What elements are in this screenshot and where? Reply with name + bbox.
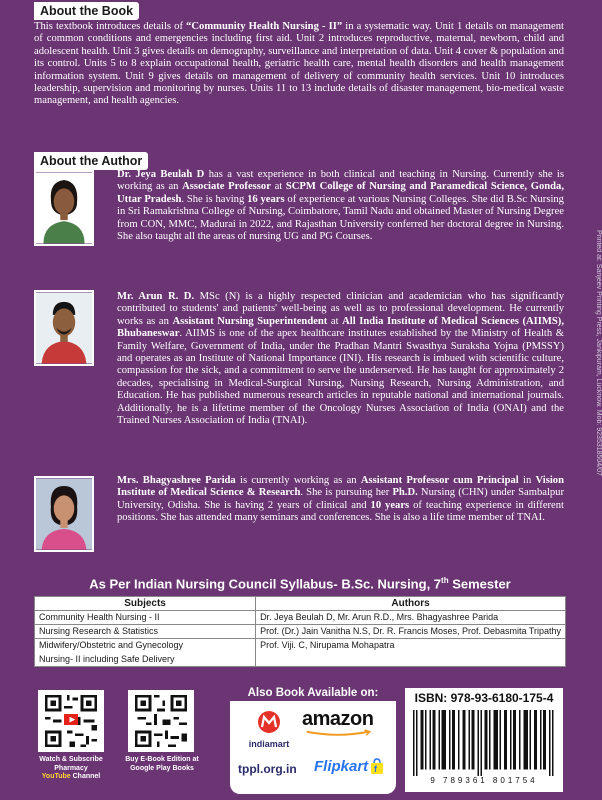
subject-cell: Nursing Research & Statistics [35,625,256,639]
google-play-qr-caption: Buy E-Book Edition at Google Play Books [125,756,199,772]
flipkart-bag-icon [370,759,384,775]
table-header-row [35,597,566,611]
subject-cell: Community Health Nursing - II [35,611,256,625]
authors-cell: Prof. (Dr.) Jain Vanitha N.S, Dr. R. Francis Moses, Prof. Debasmita Tripathy [256,625,566,639]
flipkart-logo[interactable]: Flipkart f [314,758,392,784]
isbn-label: ISBN: 978-93-6180-175-4 [414,691,554,705]
barcode [413,710,555,776]
about-book-text: This textbook introduces details of “Community Health Nursing - II” in a systematic way. Unit 1 details on management of common conditions and emergencies including first aid. Unit 2 introduces reproductive, maternal, newborn, child and adolescent health. Unit 3 gives details on demography, surveillance and interpretation of data. Unit 4 cover & population and its control. Units 5 to 8 explain occupational health, geriatric health care, mental health disorders and health management information system. Unit 9 gives details on management of delivery of community health services. Unit 10 introduces leadership, supervision and monitoring by nurses. Units 11 to 13 include details of disaster management, bio-medical waste management, and health agencies. [34,21,564,107]
isbn-panel [405,688,563,792]
youtube-qr-caption: Watch & Subscribe Pharmacy YouTube Channel [39,756,103,780]
syllabus-line: As Per Indian Nursing Council Syllabus- B.Sc. Nursing, 7th Semester [89,576,511,592]
table-row [35,611,566,625]
google-play-qr-code[interactable] [128,690,194,752]
availability-panel [230,688,396,794]
indiamart-logo[interactable]: indiamart [240,710,298,752]
indiamart-icon [254,710,284,734]
isbn-digits: 9 789361 801754 [430,776,538,785]
author2-bio: Mr. Arun R. D. MSc (N) is a highly respected clinician and academician who has significantly contributed to students' and patients' well-being as well as to professional development. He currently works as an Assistant Nursing Superintendent at All India Institute of Medical Sciences (AIIMS), Bhubaneswar. AIIMS is one of the apex healthcare institutes established by the Ministry of Health & Family Welfare, Government of India, under the Pradhan Mantri Swasthya Suraksha Yojna (PMSSY) and operates as an Institute of National Importance (INI). His research is imbued with scientific culture, compassion for the sick, and a commitment to serve the underserved. He has taught for approximately 2 decades, specialising in Medical-Surgical Nursing, Nursing Research, Nursing Administration, and Education. He has published numerous research articles in reputable national and international journals. Additionally, he is a lifetime member of the Oncology Nurses Association of India (ONAI) and the Trained Nurses Association of India (TNAI). [117,291,564,427]
amazon-smile-icon [304,730,376,737]
author2-photo [34,290,94,366]
availability-title: Also Book Available on: [230,687,396,701]
subjects-header: Subjects [35,597,256,611]
printer-credit: Printed at: Sanjeev Printing Press, Jankipuram, Lucknow. Mob: 9235318504/07 [595,230,602,476]
amazon-logo[interactable]: amazon [302,708,392,736]
subject-cell: Midwifery/Obstetric and Gynecology [35,639,256,653]
about-book-heading: About the Book [34,2,139,20]
author1-photo [34,170,94,246]
subject-cell: Nursing- II including Safe Delivery [35,653,256,667]
table-row [35,625,566,639]
author1-bio-top: Dr. Jeya Beulah D has a vast experience in both clinical and teaching in Nursing. Currently she is working as an Associate Professor at SCPM College of Nursing and Paramedical Science, Gonda, Uttar Pradesh. She is having 16 years of experience at various Nursing Colleges. She did B.Sc Nursing in Sri Ramakrishna College of Nursing, Coimbatore, Tamil Nadu and obtained Master of Nursing Degree from CON, MMC, Madurai in 2022, and Rajasthan University conferred her doctoral degree in Nursing. She also taught all the areas of nursing UG and PG Courses. [117,169,565,243]
authors-header: Authors [256,597,566,611]
tppl-link[interactable]: tppl.org.in [238,762,297,776]
authors-cell: Dr. Jeya Beulah D, Mr. Arun R.D., Mrs. Bhagyashree Parida [256,611,566,625]
svg-text:f: f [374,764,377,774]
author3-bio: Mrs. Bhagyashree Parida is currently working as an Assistant Professor cum Principal in Vision Institute of Medical Science & Research. She is pursuing her Ph.D. Nursing (CHN) under Sambalpur University, Odisha. She is having 2 years of clinical and 10 years of teaching experience in different positions. She has attended many seminars and conferences. She is also a life time member of TNAI. [117,475,565,524]
authors-cell [256,653,566,667]
authors-cell: Prof. Viji. C, Nirupama Mohapatra [256,639,566,653]
table-row [35,639,566,653]
subjects-table [34,596,566,667]
about-author-heading: About the Author [34,152,148,170]
table-row [35,653,566,667]
author3-photo [34,476,94,552]
youtube-qr-code[interactable] [38,690,104,752]
